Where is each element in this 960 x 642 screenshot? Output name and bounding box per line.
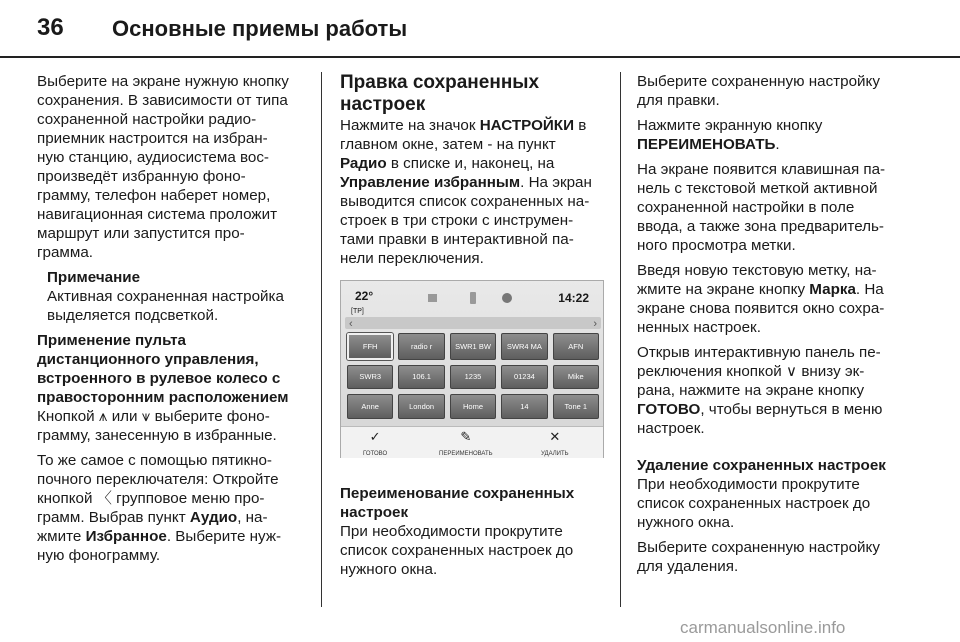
favorite-button: SWR1 BW <box>450 333 496 360</box>
favorite-button: Anne <box>347 394 393 419</box>
chevron-left-icon: 〈 <box>96 490 112 507</box>
favorites-screen-image <box>340 280 604 458</box>
screen-tp-label: [TP] <box>351 308 364 315</box>
column-divider-1 <box>321 72 322 607</box>
paragraph-press-rename: Нажмите экранную кнопку ПЕРЕИМЕНОВАТЬ. <box>637 117 823 153</box>
column-left <box>37 72 311 571</box>
screen-page-nav <box>345 317 601 329</box>
intro-paragraph: Выберите на экране нужную кнопку сохранения. В зависимости от типа сохраненной настройки радио- приемник настроится на избран- ную станцию, аудиосистема вос- произведёт избранную фоно- грамму, телефон наберет номер, навигационная система проложит маршрут или запустится про- грамма. <box>37 73 289 261</box>
audio-term: Аудио <box>189 509 238 526</box>
favorite-button: 106.1 <box>398 365 444 390</box>
favorite-button: 1235 <box>450 365 496 390</box>
audio-icon <box>425 291 441 305</box>
watermark: carmanualsonline.info <box>680 618 846 637</box>
column-right <box>637 72 927 582</box>
paragraph-rename-scroll: При необходимости прокрутите список сохраненных настроек до нужного окна. <box>340 523 574 578</box>
thumbwheel-down-icon: ⩛ <box>141 408 151 425</box>
note-block: Примечание Активная сохраненная настройка выделяется подсветкой. <box>37 268 311 325</box>
screen-action-bar <box>341 426 603 458</box>
paragraph-delete-scroll: При необходимости прокрутите список сохраненных настроек до нужного окна. <box>637 476 871 531</box>
paragraph-select: Выберите сохраненную настройку для правки. <box>637 73 880 109</box>
paragraph-enter-label: Введя новую текстовую метку, на- жмите на экране кнопку Марка. На экране снова появится окно сохра- ненных настроек. <box>637 262 885 336</box>
close-icon: ✕ <box>549 429 561 444</box>
chevron-right-icon: › <box>593 318 597 330</box>
column-middle <box>340 72 614 585</box>
header-divider <box>0 56 960 58</box>
favorite-button: radio r <box>398 333 444 360</box>
screen-clock: 14:22 <box>558 291 589 305</box>
favorite-button: SWR3 <box>347 365 393 390</box>
page-number: 36 <box>37 14 64 41</box>
favorite-button: London <box>398 394 444 419</box>
favorite-button: Mike <box>553 365 599 390</box>
page-title: Основные приемы работы <box>112 16 408 41</box>
section-heading-rename: Переименование сохраненных настроек <box>340 485 575 521</box>
section-heading-delete: Удаление сохраненных настроек <box>637 457 886 474</box>
screen-rename-action: ✎ ПЕРЕИМЕНОВАТЬ <box>439 429 493 457</box>
favorite-button: 01234 <box>501 365 547 390</box>
screen-delete-action: ✕ УДАЛИТЬ <box>541 429 569 457</box>
chevron-left-icon: ‹ <box>349 318 353 330</box>
section-heading-edit: Правка сохраненных настроек <box>340 72 540 115</box>
favorites-grid <box>345 331 601 421</box>
section-heading-remote: Применение пульта дистанционного управления, встроенного в рулевое колесо с правосторонним расположением <box>37 332 289 406</box>
paragraph-delete-select: Выберите сохраненную настройку для удаления. <box>637 539 880 575</box>
screen-status-bar <box>341 281 603 317</box>
thumbwheel-up-icon: ⩚ <box>98 408 108 425</box>
column-divider-2 <box>620 72 621 607</box>
favorites-term: Избранное <box>85 528 167 545</box>
settings-icon <box>499 291 515 305</box>
screen-done-action: ✓ ГОТОВО <box>363 429 388 457</box>
screen-temperature: 22° <box>355 289 374 303</box>
favorite-button: 14 <box>501 394 547 419</box>
favorite-button: FFH <box>347 333 393 360</box>
paragraph-five-way: То же самое с помощью пятикно- почного переключателя: Откройте кнопкой 〈 групповое меню про- грамм. Выбрав пункт Аудио, на- жмите Избранное. Выберите нуж- ную фонограмму. <box>37 452 282 564</box>
paragraph-remote-buttons: Кнопкой ⩚ или ⩛ выберите фоно- грамму, занесенную в избранные. <box>37 408 277 444</box>
checkmark-icon: ✓ <box>369 429 381 444</box>
chevron-down-icon: ∨ <box>785 363 798 380</box>
pencil-icon: ✎ <box>460 429 472 444</box>
page-header <box>0 0 960 50</box>
paragraph-keyboard: На экране появится клавишная па- нель с текстовой меткой активной сохраненной настройки в поле ввода, а также зона предваритель- ного просмотра метки. <box>637 161 886 254</box>
favorite-button: Home <box>450 394 496 419</box>
paragraph-done: Открыв интерактивную панель пе- реключения кнопкой ∨ внизу эк- рана, нажмите на экране кнопку ГОТОВО, чтобы вернуться в меню настроек. <box>637 344 883 437</box>
phone-icon <box>465 291 481 305</box>
favorite-button: Tone 1 <box>553 394 599 419</box>
paragraph-edit: Нажмите на значок НАСТРОЙКИ в главном окне, затем - на пункт Радио в списке и, наконец, на Управление избранным. На экран выводится список сохраненных на- строек в три строки с инструмен- тами правки в интерактивной па- нели переключения. <box>340 117 592 267</box>
favorite-button: AFN <box>553 333 599 360</box>
favorite-button: SWR4 MA <box>501 333 547 360</box>
note-title: Примечание <box>47 269 141 286</box>
